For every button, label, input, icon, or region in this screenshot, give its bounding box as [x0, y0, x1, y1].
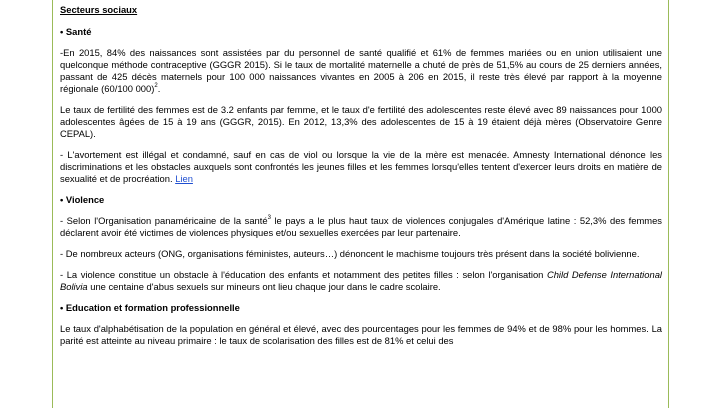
section-title-violence: • Violence — [60, 194, 105, 205]
section-title-education: • Education et formation professionnelle — [60, 302, 240, 313]
document-body — [60, 4, 662, 356]
paragraph-fertilite — [60, 104, 662, 140]
paragraph-naissances — [60, 47, 662, 95]
lien-link[interactable]: Lien — [175, 173, 193, 184]
footnote-ref[interactable]: 2 — [154, 82, 158, 89]
paragraph-text: le pays a le plus haut taux de violences conjugales d'Amérique latine : 52,3% des femmes déclarent avoir été victimes de violences physiques et/ou sexuelles exercées par leur partenaire. — [60, 215, 662, 238]
section-heading: Secteurs sociaux — [60, 4, 138, 15]
paragraph-ops — [60, 215, 662, 239]
paragraph-text: - De nombreux acteurs (ONG, organisations féministes, auteurs…) dénoncent le machisme toujours très présent dans la société bolivienne. — [60, 248, 640, 259]
paragraph-avortement — [60, 149, 662, 185]
section-title-sante: • Santé — [60, 26, 92, 37]
paragraph-education-obstacle — [60, 269, 662, 293]
paragraph-machisme — [60, 248, 662, 260]
organisation-name: Child Defense International Bolivia — [60, 269, 662, 292]
paragraph-text: -En 2015, 84% des naissances sont assistées par du personnel de santé qualifié et 61% de femmes mariées ou en union utilisaient une quelconque méthode contraceptive (GGGR 2015). Si le taux de mortalité maternelle a chuté de près de 51,5% au cours de 25 derniers années, passant de 425 décès maternels pour 100 000 naissances vivantes en 2005 à 206 en 2015, il reste très élevé par rapport à la moyenne régionale (60/100 000) — [60, 47, 662, 94]
footnote-ref[interactable]: 3 — [267, 214, 271, 221]
paragraph-text-pre: - Selon l'Organisation panaméricaine de la santé — [60, 215, 268, 226]
paragraph-tail: . — [157, 83, 161, 94]
paragraph-text: - L'avortement est illégal et condamné, sauf en cas de viol ou lorsque la vie de la mère est menacée. Amnesty International dénonce les discriminations et les obstacles auxquels sont confrontés les jeunes filles et les femmes lorsqu'elles tentent d'exercer leurs droits en matière de sexualité et de procréation. — [60, 149, 662, 184]
paragraph-alphabetisation — [60, 323, 662, 347]
paragraph-text: une centaine d'abus sexuels sur mineurs ont lieu chaque jour dans le cadre scolaire. — [87, 281, 441, 292]
paragraph-text: Le taux d'alphabétisation de la population en général et élevé, avec des pourcentages pour les femmes de 94% et de 98% pour les hommes. La parité est atteinte au niveau primaire : le taux de scolarisation des filles est de 81% et celui des — [60, 323, 662, 346]
paragraph-text: Le taux de fertilité des femmes est de 3.2 enfants par femme, et le taux d'e fertilité des adolescentes reste élevé avec 89 naissances pour 1000 adolescentes âgées de 15 à 19 ans (GGGR, 2015). En 2012, 13,3% des adolescentes de 15 à 19 étaient déjà mères (Observatoire Genre CEPAL). — [60, 104, 662, 139]
paragraph-text-pre: - La violence constitue un obstacle à l'éducation des enfants et notamment des petites filles : selon l'organisation — [60, 269, 547, 280]
